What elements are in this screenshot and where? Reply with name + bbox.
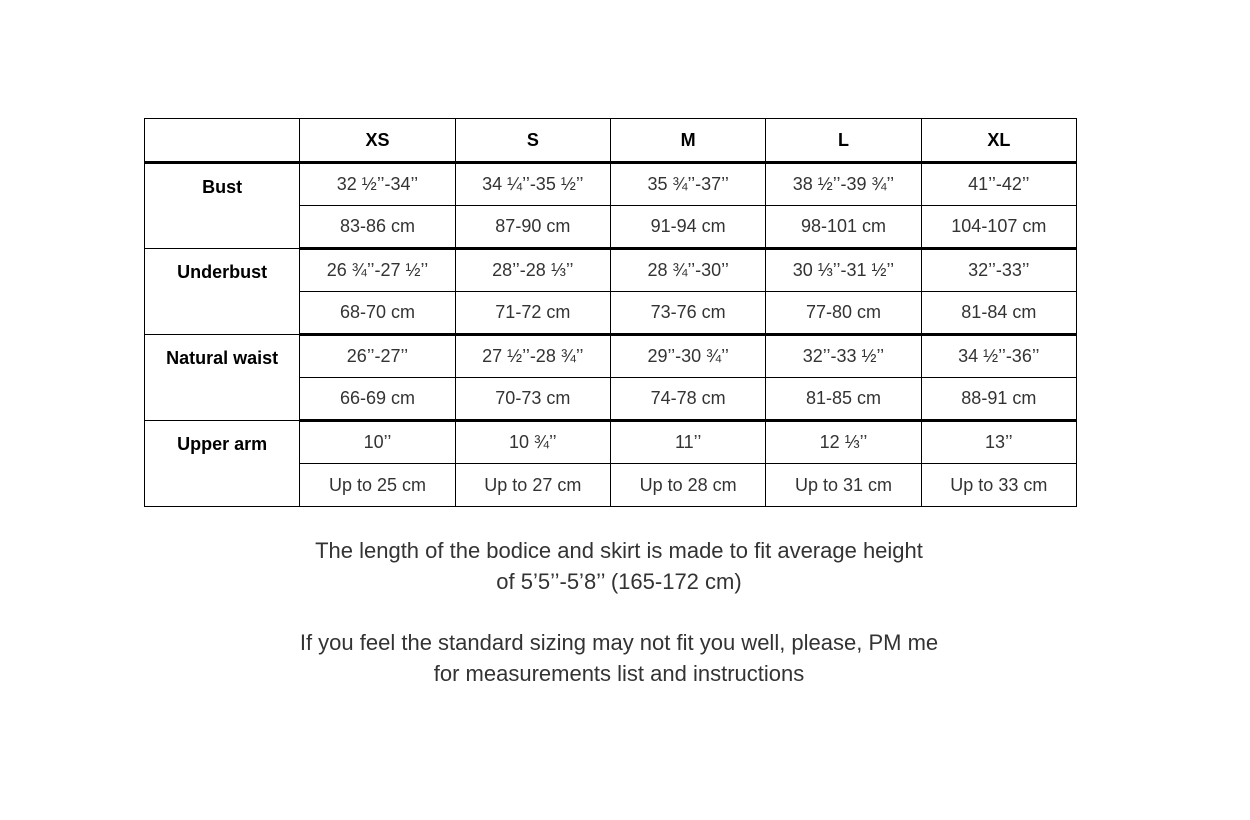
table-cell: 32’’-33’’ bbox=[921, 249, 1076, 292]
table-cell: 66-69 cm bbox=[300, 378, 455, 421]
table-cell: 41’’-42’’ bbox=[921, 163, 1076, 206]
table-cell: 26’’-27’’ bbox=[300, 335, 455, 378]
height-note-line-1: The length of the bodice and skirt is made to fit average height bbox=[315, 538, 923, 563]
table-cell: 77-80 cm bbox=[766, 292, 921, 335]
table-cell: 28’’-28 ⅓’’ bbox=[455, 249, 610, 292]
table-cell: 71-72 cm bbox=[455, 292, 610, 335]
size-header-m: M bbox=[610, 119, 765, 163]
table-cell: 98-101 cm bbox=[766, 206, 921, 249]
table-cell: 83-86 cm bbox=[300, 206, 455, 249]
table-cell: 29’’-30 ¾’’ bbox=[610, 335, 765, 378]
table-cell: 11’’ bbox=[610, 421, 765, 464]
table-cell: Up to 31 cm bbox=[766, 464, 921, 507]
height-note bbox=[0, 535, 1238, 597]
table-cell: 34 ½’’-36’’ bbox=[921, 335, 1076, 378]
contact-note-line-1: If you feel the standard sizing may not fit you well, please, PM me bbox=[299, 630, 939, 655]
table-cell: 87-90 cm bbox=[455, 206, 610, 249]
underbust-inches-row bbox=[145, 249, 1077, 292]
header-row bbox=[145, 119, 1077, 163]
size-header-xs: XS bbox=[300, 119, 455, 163]
row-label-bust: Bust bbox=[145, 163, 300, 249]
table-cell: 13’’ bbox=[921, 421, 1076, 464]
table-cell: 12 ⅓’’ bbox=[766, 421, 921, 464]
table-cell: 73-76 cm bbox=[610, 292, 765, 335]
table-cell: 27 ½’’-28 ¾’’ bbox=[455, 335, 610, 378]
header-corner-cell bbox=[145, 119, 300, 163]
row-label-underbust: Underbust bbox=[145, 249, 300, 335]
natural-waist-inches-row bbox=[145, 335, 1077, 378]
table-cell: 68-70 cm bbox=[300, 292, 455, 335]
table-cell: 10 ¾’’ bbox=[455, 421, 610, 464]
row-label-natural-waist: Natural waist bbox=[145, 335, 300, 421]
table-cell: 10’’ bbox=[300, 421, 455, 464]
size-header-xl: XL bbox=[921, 119, 1076, 163]
table-cell: Up to 27 cm bbox=[455, 464, 610, 507]
table-cell: 104-107 cm bbox=[921, 206, 1076, 249]
bust-inches-row bbox=[145, 163, 1077, 206]
table-cell: 38 ½’’-39 ¾’’ bbox=[766, 163, 921, 206]
table-cell: 88-91 cm bbox=[921, 378, 1076, 421]
table-cell: 26 ¾’’-27 ½’’ bbox=[300, 249, 455, 292]
table-cell: 91-94 cm bbox=[610, 206, 765, 249]
table-cell: 81-85 cm bbox=[766, 378, 921, 421]
table-cell: Up to 28 cm bbox=[610, 464, 765, 507]
size-chart-table bbox=[144, 118, 1077, 507]
table-cell: 34 ¼’’-35 ½’’ bbox=[455, 163, 610, 206]
table-cell: 35 ¾’’-37’’ bbox=[610, 163, 765, 206]
table-cell: 74-78 cm bbox=[610, 378, 765, 421]
table-cell: 81-84 cm bbox=[921, 292, 1076, 335]
upper-arm-inches-row bbox=[145, 421, 1077, 464]
table-cell: 32’’-33 ½’’ bbox=[766, 335, 921, 378]
row-label-upper-arm: Upper arm bbox=[145, 421, 300, 507]
contact-note bbox=[0, 627, 1238, 689]
table-cell: Up to 33 cm bbox=[921, 464, 1076, 507]
size-header-l: L bbox=[766, 119, 921, 163]
table-cell: 28 ¾’’-30’’ bbox=[610, 249, 765, 292]
height-note-line-2: of 5’5’’-5’8’’ (165-172 cm) bbox=[496, 569, 742, 594]
size-header-s: S bbox=[455, 119, 610, 163]
table-cell: Up to 25 cm bbox=[300, 464, 455, 507]
table-cell: 32 ½’’-34’’ bbox=[300, 163, 455, 206]
contact-note-line-2: for measurements list and instructions bbox=[433, 661, 805, 686]
table-cell: 70-73 cm bbox=[455, 378, 610, 421]
table-cell: 30 ⅓’’-31 ½’’ bbox=[766, 249, 921, 292]
